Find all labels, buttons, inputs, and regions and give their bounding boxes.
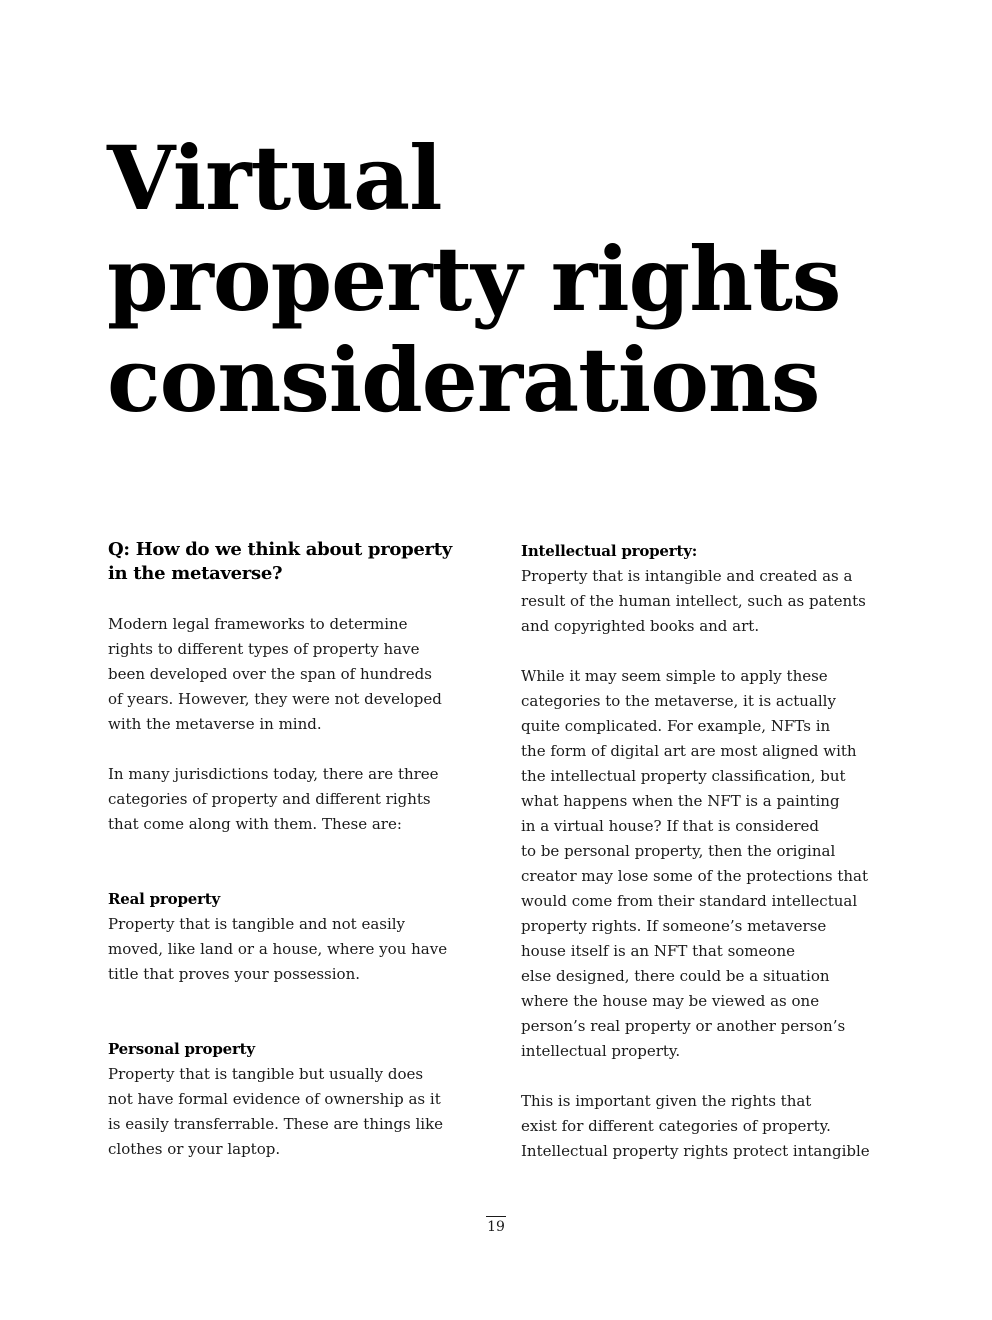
paragraph-line: While it may seem simple to apply these [521, 667, 828, 685]
title-line: considerations [107, 328, 820, 432]
real-property-heading: Real property [108, 890, 221, 908]
paragraph-line: been developed over the span of hundreds [108, 665, 432, 683]
left-column [108, 538, 478, 1187]
paragraph-line: Intellectual property rights protect intangible [521, 1142, 870, 1160]
spacer [108, 862, 478, 887]
paragraph-line: clothes or your laptop. [108, 1140, 281, 1158]
title-line: Virtual [107, 126, 442, 230]
paragraph-line: intellectual property. [521, 1042, 681, 1060]
paragraph-line: This is important given the rights that [521, 1092, 812, 1110]
paragraph-line: categories of property and different rights [108, 790, 431, 808]
intellectual-property-section [521, 539, 896, 639]
paragraph-line: title that proves your possession. [108, 965, 361, 983]
personal-property-section [108, 1037, 478, 1162]
paragraph-line: with the metaverse in mind. [108, 715, 322, 733]
page-number: 19 [486, 1216, 506, 1236]
title-line: property rights [107, 227, 841, 331]
paragraph-line: the form of digital art are most aligned with [521, 742, 857, 760]
intellectual-property-heading: Intellectual property: [521, 542, 698, 560]
question-line: in the metaverse? [108, 563, 283, 584]
page-title [107, 128, 927, 431]
paragraph-line: Property that is intangible and created as a [521, 567, 853, 585]
complication-paragraph [521, 664, 896, 1064]
paragraph-line: the intellectual property classification, but [521, 767, 846, 785]
intro-paragraph [108, 612, 478, 737]
paragraph-line: in a virtual house? If that is considered [521, 817, 819, 835]
paragraph-line: that come along with them. These are: [108, 815, 402, 833]
paragraph-line: what happens when the NFT is a painting [521, 792, 840, 810]
paragraph-line: house itself is an NFT that someone [521, 942, 795, 960]
paragraph-line: exist for different categories of property. [521, 1117, 831, 1135]
paragraph-line: to be personal property, then the original [521, 842, 836, 860]
categories-paragraph [108, 762, 478, 837]
paragraph-line: categories to the metaverse, it is actually [521, 692, 836, 710]
paragraph-line: and copyrighted books and art. [521, 617, 760, 635]
paragraph-line: else designed, there could be a situation [521, 967, 830, 985]
question-line: Q: How do we think about property [108, 539, 452, 560]
paragraph-line: rights to different types of property have [108, 640, 420, 658]
paragraph-line: In many jurisdictions today, there are three [108, 765, 439, 783]
paragraph-line: would come from their standard intellectual [521, 892, 858, 910]
paragraph-line: property rights. If someone’s metaverse [521, 917, 827, 935]
paragraph-line: not have formal evidence of ownership as it [108, 1090, 441, 1108]
paragraph-line: where the house may be viewed as one [521, 992, 820, 1010]
right-column [521, 538, 896, 1189]
paragraph-line: Modern legal frameworks to determine [108, 615, 408, 633]
importance-paragraph [521, 1089, 896, 1164]
spacer [108, 1012, 478, 1037]
paragraph-line: moved, like land or a house, where you have [108, 940, 448, 958]
paragraph-line: of years. However, they were not developed [108, 690, 442, 708]
paragraph-line: quite complicated. For example, NFTs in [521, 717, 831, 735]
real-property-section [108, 887, 478, 987]
paragraph-line: Property that is tangible and not easily [108, 915, 406, 933]
paragraph-line: creator may lose some of the protections that [521, 867, 868, 885]
paragraph-line: is easily transferrable. These are things like [108, 1115, 444, 1133]
paragraph-line: person’s real property or another person’s [521, 1017, 846, 1035]
paragraph-line: Property that is tangible but usually does [108, 1065, 424, 1083]
section-question [108, 538, 478, 586]
paragraph-line: result of the human intellect, such as patents [521, 592, 866, 610]
personal-property-heading: Personal property [108, 1040, 255, 1058]
